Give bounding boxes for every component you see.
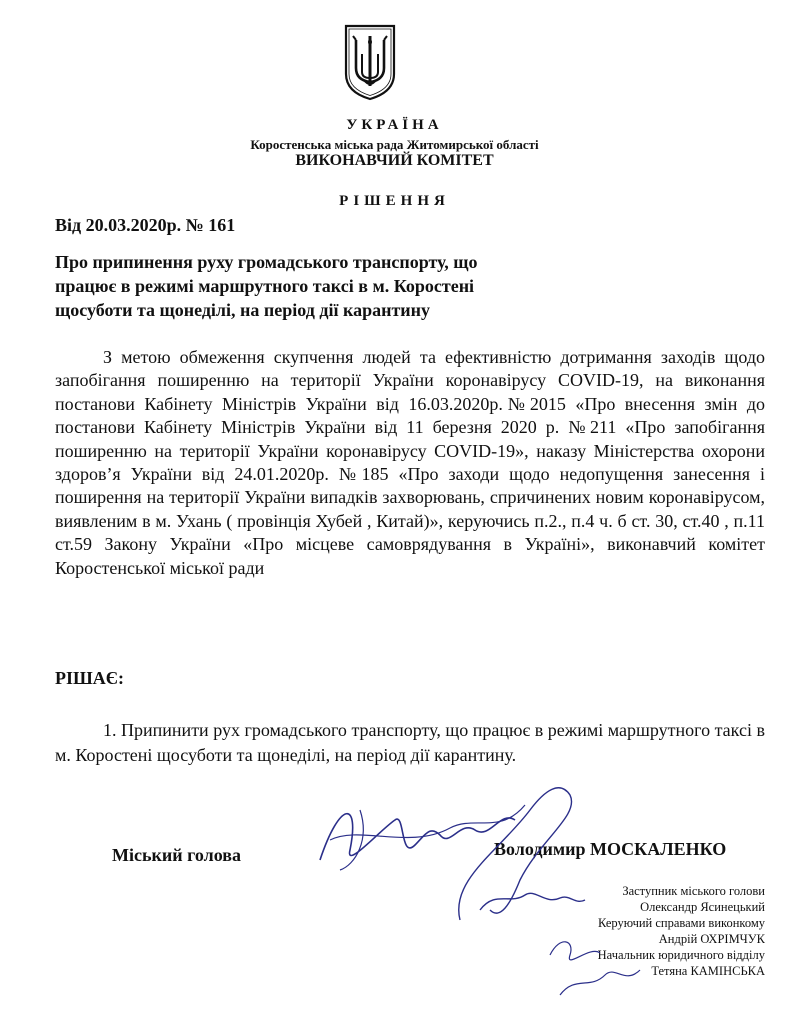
approval-line: Керуючий справами виконкому [597,916,765,930]
header-council: Коростенська міська рада Житомирської області [250,137,539,152]
approval-line: Тетяна КАМІНСЬКА [651,964,765,978]
signatory-name: Володимир МОСКАЛЕНКО [494,839,727,859]
document-type-title: РІШЕННЯ [339,193,450,209]
approval-line: Начальник юридичного відділу [597,948,765,962]
signatory-title: Міський голова [112,845,241,865]
header-committee: ВИКОНАВЧИЙ КОМІТЕТ [295,152,494,169]
document-body: З метою обмеження скупчення людей та ефективністю дотримання заходів щодо запобігання поширенню на території України коронавірусу COVID-19, на виконання постанови Кабінету Міністрів України від 16.03.2020р.№2015 «Про внесення змін до постанови Кабінету Міністрів України від 11 березня 2020 р. №211 «Про запобігання поширенню на території України коронавірусу COVID-19», наказу Міністерства охорони здоров’я України від 24.01.2020р. №185 «Про заходи щодо недопущення занесення і поширення на території України випадків захворювань, спричинених новим коронавірусом, виявленим в м. Ухань ( провінція Хубей , Китай)», керуючись п.2., п.4 ч. б ст. 30, ст.40 , п.11 ст.59 Закону України «Про місцеве самоврядування в Україні», виконавчий комітет Коростенської міської ради [55,347,765,578]
document-date-number: Від 20.03.2020р. № 161 [55,215,236,235]
subject-line: працює в режимі маршрутного таксі в м. Коростені [55,276,475,296]
mayor-signature [300,790,530,880]
approval-line: Андрій ОХРІМЧУК [658,932,765,946]
coat-of-arms-icon [340,22,400,102]
approval-line: Олександр Ясинецький [640,900,765,914]
document-subject [55,250,585,322]
subject-line: Про припинення руху громадського транспорту, що [55,252,478,272]
header-country: УКРАЇНА [346,117,443,133]
resolve-label: РІШАЄ: [55,668,124,688]
subject-line: щосуботи та щонеділі, на період дії карантину [55,300,431,320]
resolution-item-1: 1. Припинити рух громадського транспорту, що працює в режимі маршрутного таксі в м. Коростені щосуботи та щонеділі, на період дії карантину. [55,720,765,765]
approvals-block [505,883,765,979]
approval-line: Заступник міського голови [622,884,765,898]
